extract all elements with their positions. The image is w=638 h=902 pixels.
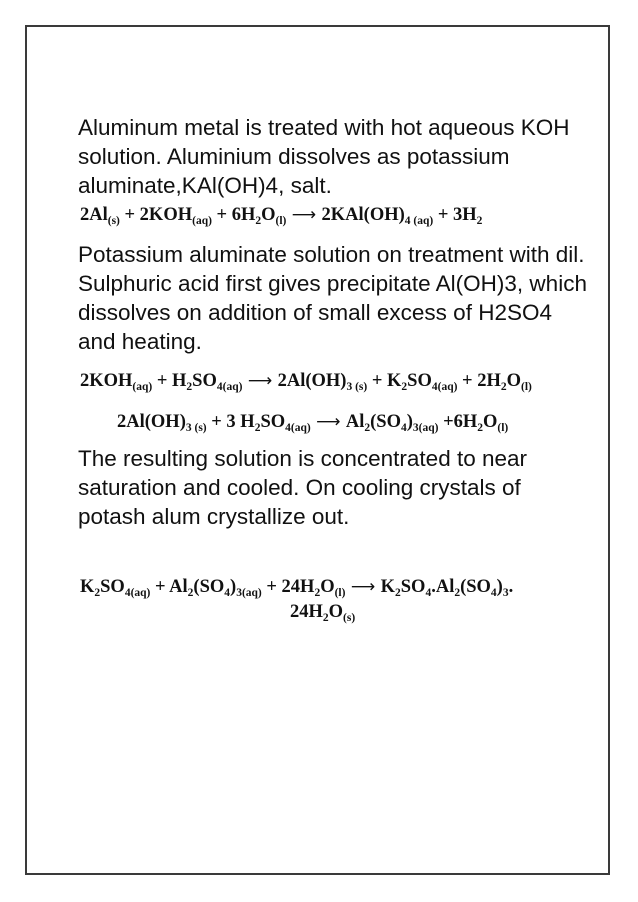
formula-text: + K	[367, 371, 402, 391]
subscript: (aq)	[192, 215, 212, 227]
subscript: 4	[400, 422, 407, 434]
formula-text: (SO	[370, 412, 401, 432]
formula-text: (SO	[460, 577, 491, 597]
subscript: 2	[500, 381, 507, 393]
subscript: 2	[186, 381, 193, 393]
formula-text: )	[496, 577, 503, 597]
subscript: 2	[255, 215, 262, 227]
formula-text: + 24H	[261, 577, 315, 597]
subscript: 3(aq)	[412, 422, 439, 434]
subscript: (s)	[343, 612, 356, 624]
subscript: (s)	[107, 215, 120, 227]
subscript: (aq)	[132, 381, 153, 393]
formula-text: K	[80, 577, 95, 597]
subscript: 4(aq)	[285, 422, 311, 434]
formula-text: 2Al(OH)	[117, 412, 186, 432]
subscript: 3(aq)	[236, 587, 262, 599]
subscript: 2	[476, 215, 483, 227]
subscript: 2	[395, 587, 401, 599]
equation-aluminium-koh	[80, 205, 482, 226]
formula-text: SO	[400, 577, 426, 597]
formula-text: +6H	[438, 412, 478, 432]
equation-koh-h2so4	[80, 371, 532, 392]
subscript: 4(aq)	[431, 381, 458, 393]
formula-text: + 3H	[433, 205, 477, 225]
formula-text: + 2H	[457, 371, 501, 391]
formula-text: O	[506, 371, 521, 391]
subscript: (l)	[275, 215, 287, 227]
formula-text: SO	[192, 371, 217, 391]
formula-text: 2Al(OH)	[277, 371, 347, 391]
subscript: 4	[425, 587, 432, 599]
subscript: 2	[314, 587, 321, 599]
formula-text: SO	[260, 412, 286, 432]
subscript: 2	[254, 422, 261, 434]
subscript: 2	[187, 587, 194, 599]
subscript: 2	[322, 612, 329, 624]
paragraph-crystallization: The resulting solution is concentrated to near saturation and cooled. On cooling crystals of potash alum crystallize out.	[78, 446, 528, 529]
formula-text: .	[508, 577, 514, 597]
formula-text: 24H	[290, 602, 323, 622]
equation-aloh3-h2so4	[117, 412, 508, 433]
formula-text: )	[406, 412, 413, 432]
formula-text: .Al	[431, 577, 455, 597]
formula-text: O	[320, 577, 335, 597]
subscript: 2	[364, 422, 371, 434]
subscript: 3 (s)	[346, 381, 368, 393]
paragraph-intro: Aluminum metal is treated with hot aqueous KOH solution. Aluminium dissolves as potassium aluminate,KAl(OH)4, salt.	[78, 115, 570, 198]
subscript: 3 (s)	[185, 422, 207, 434]
subscript: (l)	[521, 381, 532, 393]
reaction-arrow-icon: ⟶	[345, 577, 381, 597]
subscript: (l)	[334, 587, 346, 599]
subscript: 2	[454, 587, 461, 599]
formula-text: 2KOH	[80, 371, 133, 391]
formula-text: 2KAl(OH)	[321, 205, 405, 225]
subscript: 2	[477, 422, 484, 434]
paragraph-sulphuric-acid: Potassium aluminate solution on treatment with dil. Sulphuric acid first gives precipitate Al(OH)3, which dissolves on addition of small excess of H2SO4 and heating.	[78, 242, 587, 354]
equation-potash-alum-water	[290, 602, 355, 623]
formula-text: K	[380, 577, 396, 597]
formula-text: SO	[407, 371, 432, 391]
subscript: 2	[401, 381, 408, 393]
formula-text: + Al	[150, 577, 188, 597]
formula-text: )	[230, 577, 237, 597]
formula-text: Al	[345, 412, 365, 432]
formula-text: O	[483, 412, 498, 432]
subscript: 4	[490, 587, 497, 599]
formula-text: O	[328, 602, 344, 622]
formula-text: O	[261, 205, 276, 225]
formula-text: SO	[100, 577, 125, 597]
reaction-arrow-icon: ⟶	[242, 371, 278, 391]
formula-text: + 6H	[211, 205, 256, 225]
formula-text: + 3 H	[206, 412, 255, 432]
subscript: 4(aq)	[124, 587, 151, 599]
formula-text: 2Al	[80, 205, 108, 225]
subscript: 2	[94, 587, 101, 599]
subscript: 4	[224, 587, 231, 599]
subscript: 3	[502, 587, 509, 599]
reaction-arrow-icon: ⟶	[286, 205, 322, 225]
equation-potash-alum	[80, 577, 513, 598]
formula-text: + 2KOH	[119, 205, 193, 225]
reaction-arrow-icon: ⟶	[310, 412, 346, 432]
formula-text: + H	[152, 371, 187, 391]
formula-text: (SO	[193, 577, 225, 597]
subscript: 4(aq)	[216, 381, 243, 393]
subscript: (l)	[497, 422, 509, 434]
subscript: 4 (aq)	[404, 215, 434, 227]
